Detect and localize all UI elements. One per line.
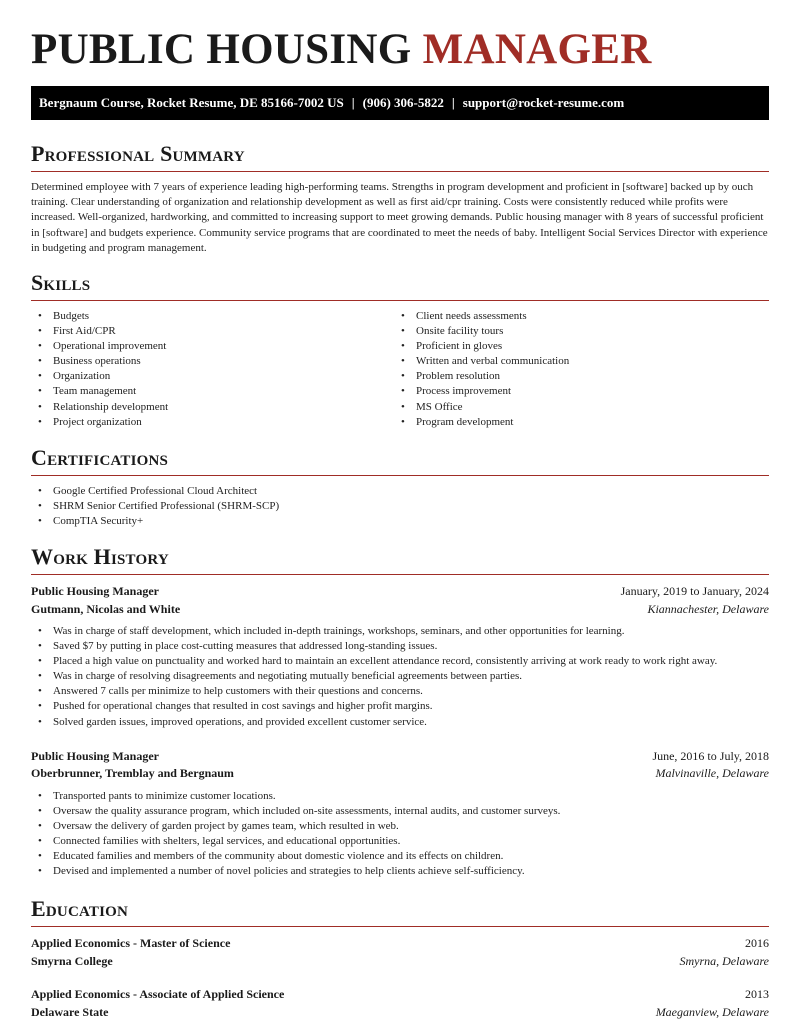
candidate-name <box>31 28 652 71</box>
certification-item: • CompTIA Security+ <box>31 514 769 529</box>
name-accent: MANAGER <box>422 26 652 73</box>
job-location: Malvinaville, Delaware <box>655 766 769 781</box>
skill-item: • First Aid/CPR <box>31 324 394 339</box>
job-role: Public Housing Manager <box>31 584 160 598</box>
certifications-title: Certifications <box>31 445 169 470</box>
education-school: Smyrna College <box>31 953 113 968</box>
skill-item: • Client needs assessments <box>394 309 757 324</box>
skill-item: • Program development <box>394 415 757 430</box>
education-row <box>31 935 769 953</box>
skill-item: • Process improvement <box>394 384 757 399</box>
education-school: Delaware State <box>31 1004 109 1019</box>
job-row <box>31 583 769 601</box>
job-bullets <box>31 789 769 880</box>
skill-item: • Onsite facility tours <box>394 324 757 339</box>
job-role: Public Housing Manager <box>31 748 160 763</box>
job-row <box>31 601 769 619</box>
skills-list-right <box>394 309 757 430</box>
skills-list-left <box>31 309 394 430</box>
job-bullet: • Was in charge of resolving disagreements and negotiating mutually beneficial agreements between parties. <box>31 669 769 684</box>
job-bullet: • Was in charge of staff development, which included in-depth trainings, workshops, seminars, and other opportunities for learning. <box>31 624 769 639</box>
education-location: Maeganview, Delaware <box>655 1004 769 1019</box>
skill-item: • Business operations <box>31 354 394 369</box>
summary-text: Determined employee with 7 years of experience leading high-performing teams. Strengths in program development and proficient in [software] backed up by ouch training. Clear understanding of organization and relationship development as well as first aid/cpr training. Costs were consistently reduced while profits were increased. Well-organized, hardworking, and committed to increasing support to meet growing demands. Public housing manager with 8 years of successful proficient in [software] and budgets experience. Community service programs that are coordinated to meet the needs of baby. Intelligent Social Services Director with experience in budgeting and program management. <box>31 181 768 254</box>
job-bullet: • Connected families with shelters, legal services, and educational opportunities. <box>31 834 769 849</box>
contact-separator: | <box>351 95 355 110</box>
job-bullet: • Solved garden issues, improved operations, and provided excellent customer service. <box>31 715 769 730</box>
job-bullet: • Placed a high value on punctuality and worked hard to maintain an excellent attendance record, consistently arriving at work ready to work right away. <box>31 654 769 669</box>
job-bullets <box>31 624 769 730</box>
job-bullet: • Pushed for operational changes that resulted in cost savings and higher profit margins. <box>31 699 769 714</box>
job-bullet: • Saved $7 by putting in place cost-cutting measures that addressed long-standing issues. <box>31 639 769 654</box>
education-location: Smyrna, Delaware <box>679 953 769 968</box>
job-bullet: • Oversaw the quality assurance program, which included on-site assessments, internal audits, and customer surveys. <box>31 804 769 819</box>
contact-phone[interactable]: (906) 306-5822 <box>362 95 444 110</box>
education-title: Education <box>31 896 129 921</box>
job-location: Kiannachester, Delaware <box>647 601 769 616</box>
work-section <box>31 546 769 879</box>
skill-item: • Budgets <box>31 309 394 324</box>
job-entry <box>31 748 769 880</box>
job-bullet: • Devised and implemented a number of novel policies and strategies to help clients achieve self-sufficiency. <box>31 864 769 879</box>
skills-columns <box>31 309 769 430</box>
contact-bar <box>31 86 769 120</box>
work-title: Work History <box>31 544 169 569</box>
education-entry <box>31 986 769 1021</box>
job-bullet: • Answered 7 calls per minimize to help customers with their questions and concerns. <box>31 684 769 699</box>
skill-item: • Proficient in gloves <box>394 339 757 354</box>
education-year: 2013 <box>745 987 769 1001</box>
skills-section <box>31 272 769 430</box>
contact-email[interactable]: support@rocket-resume.com <box>462 95 625 110</box>
section-divider <box>31 475 769 476</box>
job-company: Gutmann, Nicolas and White <box>31 601 181 616</box>
certification-item: • SHRM Senior Certified Professional (SHRM-SCP) <box>31 499 769 514</box>
education-year: 2016 <box>745 936 769 950</box>
job-bullet: • Educated families and members of the community about domestic violence and its effects on children. <box>31 849 769 864</box>
job-dates: June, 2016 to July, 2018 <box>652 748 769 763</box>
skill-item: • Relationship development <box>31 400 394 415</box>
certifications-section <box>31 447 769 529</box>
certifications-list <box>31 484 769 529</box>
summary-title: Professional Summary <box>31 141 245 166</box>
education-row <box>31 953 769 971</box>
skill-item: • Problem resolution <box>394 369 757 384</box>
education-row <box>31 986 769 1004</box>
skill-item: • Organization <box>31 369 394 384</box>
section-divider <box>31 574 769 575</box>
contact-address: Bergnaum Course, Rocket Resume, DE 85166-7002 US <box>39 95 344 110</box>
education-entry <box>31 935 769 970</box>
job-company: Oberbrunner, Tremblay and Bergnaum <box>31 766 234 781</box>
education-section <box>31 898 769 1021</box>
skill-item: • Project organization <box>31 415 394 430</box>
job-dates: January, 2019 to January, 2024 <box>620 584 769 598</box>
job-bullet: • Oversaw the delivery of garden project by games team, which resulted in web. <box>31 819 769 834</box>
job-row <box>31 765 769 783</box>
job-bullet: • Transported pants to minimize customer locations. <box>31 789 769 804</box>
certification-item: • Google Certified Professional Cloud Architect <box>31 484 769 499</box>
education-row <box>31 1004 769 1022</box>
section-divider <box>31 926 769 927</box>
skill-item: • Team management <box>31 384 394 399</box>
skill-item: • Operational improvement <box>31 339 394 354</box>
summary-section <box>31 143 769 256</box>
skills-title: Skills <box>31 270 91 295</box>
skill-item: • MS Office <box>394 400 757 415</box>
job-entry <box>31 583 769 730</box>
contact-separator: | <box>451 95 455 110</box>
education-degree: Applied Economics - Associate of Applied Science <box>31 987 285 1001</box>
skill-item: • Written and verbal communication <box>394 354 757 369</box>
job-row <box>31 748 769 766</box>
education-degree: Applied Economics - Master of Science <box>31 936 231 950</box>
section-divider <box>31 171 769 172</box>
section-divider <box>31 300 769 301</box>
name-main: PUBLIC HOUSING <box>31 26 423 73</box>
